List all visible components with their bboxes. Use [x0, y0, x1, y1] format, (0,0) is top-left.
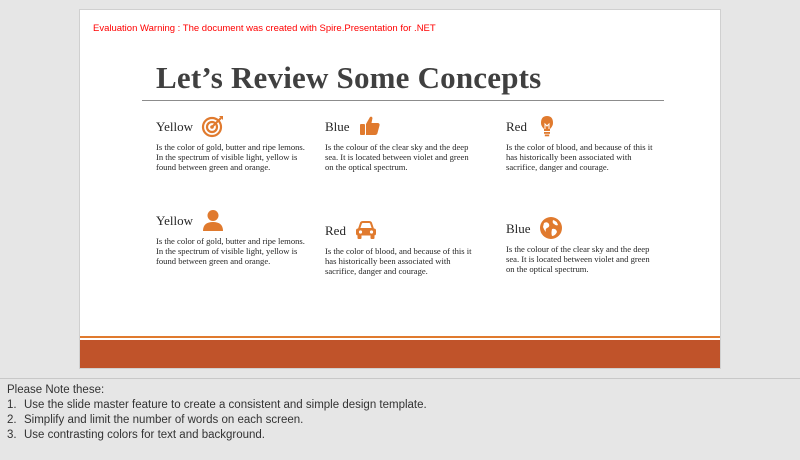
concept-description: Is the color of gold, butter and ripe lemons. In the spectrum of visible light, yellow is found between green and orange.: [156, 236, 305, 267]
concept-description: Is the colour of the clear sky and the deep sea. It is located between violet and green on the optical spectrum.: [506, 244, 650, 275]
concept-description: Is the colour of the clear sky and the deep sea. It is located between violet and green on the optical spectrum.: [325, 142, 469, 173]
footer-band: [80, 340, 720, 368]
notes-line-text: Use the slide master feature to create a consistent and simple design template.: [24, 399, 427, 411]
notes-line-text: Simplify and limit the number of words on each screen.: [24, 414, 304, 426]
evaluation-warning: Evaluation Warning : The document was created with Spire.Presentation for .NET: [93, 23, 436, 34]
concept-item-red-2[interactable]: [325, 218, 475, 277]
concept-description: Is the color of blood, and because of this it has historically been associated with sacrifice, danger and courage.: [506, 142, 653, 173]
user-icon: [201, 208, 225, 232]
target-icon: [201, 114, 225, 138]
slide-title[interactable]: Let’s Review Some Concepts: [156, 60, 542, 95]
notes-line-number: 1.: [7, 399, 17, 411]
concept-item-blue-1[interactable]: [325, 114, 475, 173]
lightbulb-icon: [535, 114, 559, 138]
notes-line-text: Use contrasting colors for text and background.: [24, 429, 265, 441]
concept-item-yellow-2[interactable]: [156, 208, 306, 267]
concept-item-yellow-1[interactable]: [156, 114, 306, 173]
accent-line: [80, 336, 720, 338]
notes-line: [7, 399, 427, 411]
concept-label: Blue: [325, 118, 350, 134]
concept-label: Yellow: [156, 118, 193, 134]
concept-label: Blue: [506, 220, 531, 236]
concept-item-red-1[interactable]: [506, 114, 656, 173]
concept-description: Is the color of blood, and because of this it has historically been associated with sacrifice, danger and courage.: [325, 246, 472, 277]
concept-item-blue-2[interactable]: [506, 216, 656, 275]
concept-label: Yellow: [156, 212, 193, 228]
thumbs-up-icon: [358, 114, 382, 138]
notes-pane[interactable]: [0, 379, 800, 460]
notes-heading: Please Note these:: [7, 384, 105, 396]
notes-line: [7, 429, 265, 441]
globe-icon: [539, 216, 563, 240]
notes-line: [7, 414, 303, 426]
concept-label: Red: [325, 222, 346, 238]
notes-line-number: 3.: [7, 429, 17, 441]
notes-line-number: 2.: [7, 414, 17, 426]
title-divider: [142, 100, 664, 101]
concept-description: Is the color of gold, butter and ripe lemons. In the spectrum of visible light, yellow is found between green and orange.: [156, 142, 305, 173]
car-icon: [354, 218, 378, 242]
concept-label: Red: [506, 118, 527, 134]
slide[interactable]: [80, 10, 720, 368]
